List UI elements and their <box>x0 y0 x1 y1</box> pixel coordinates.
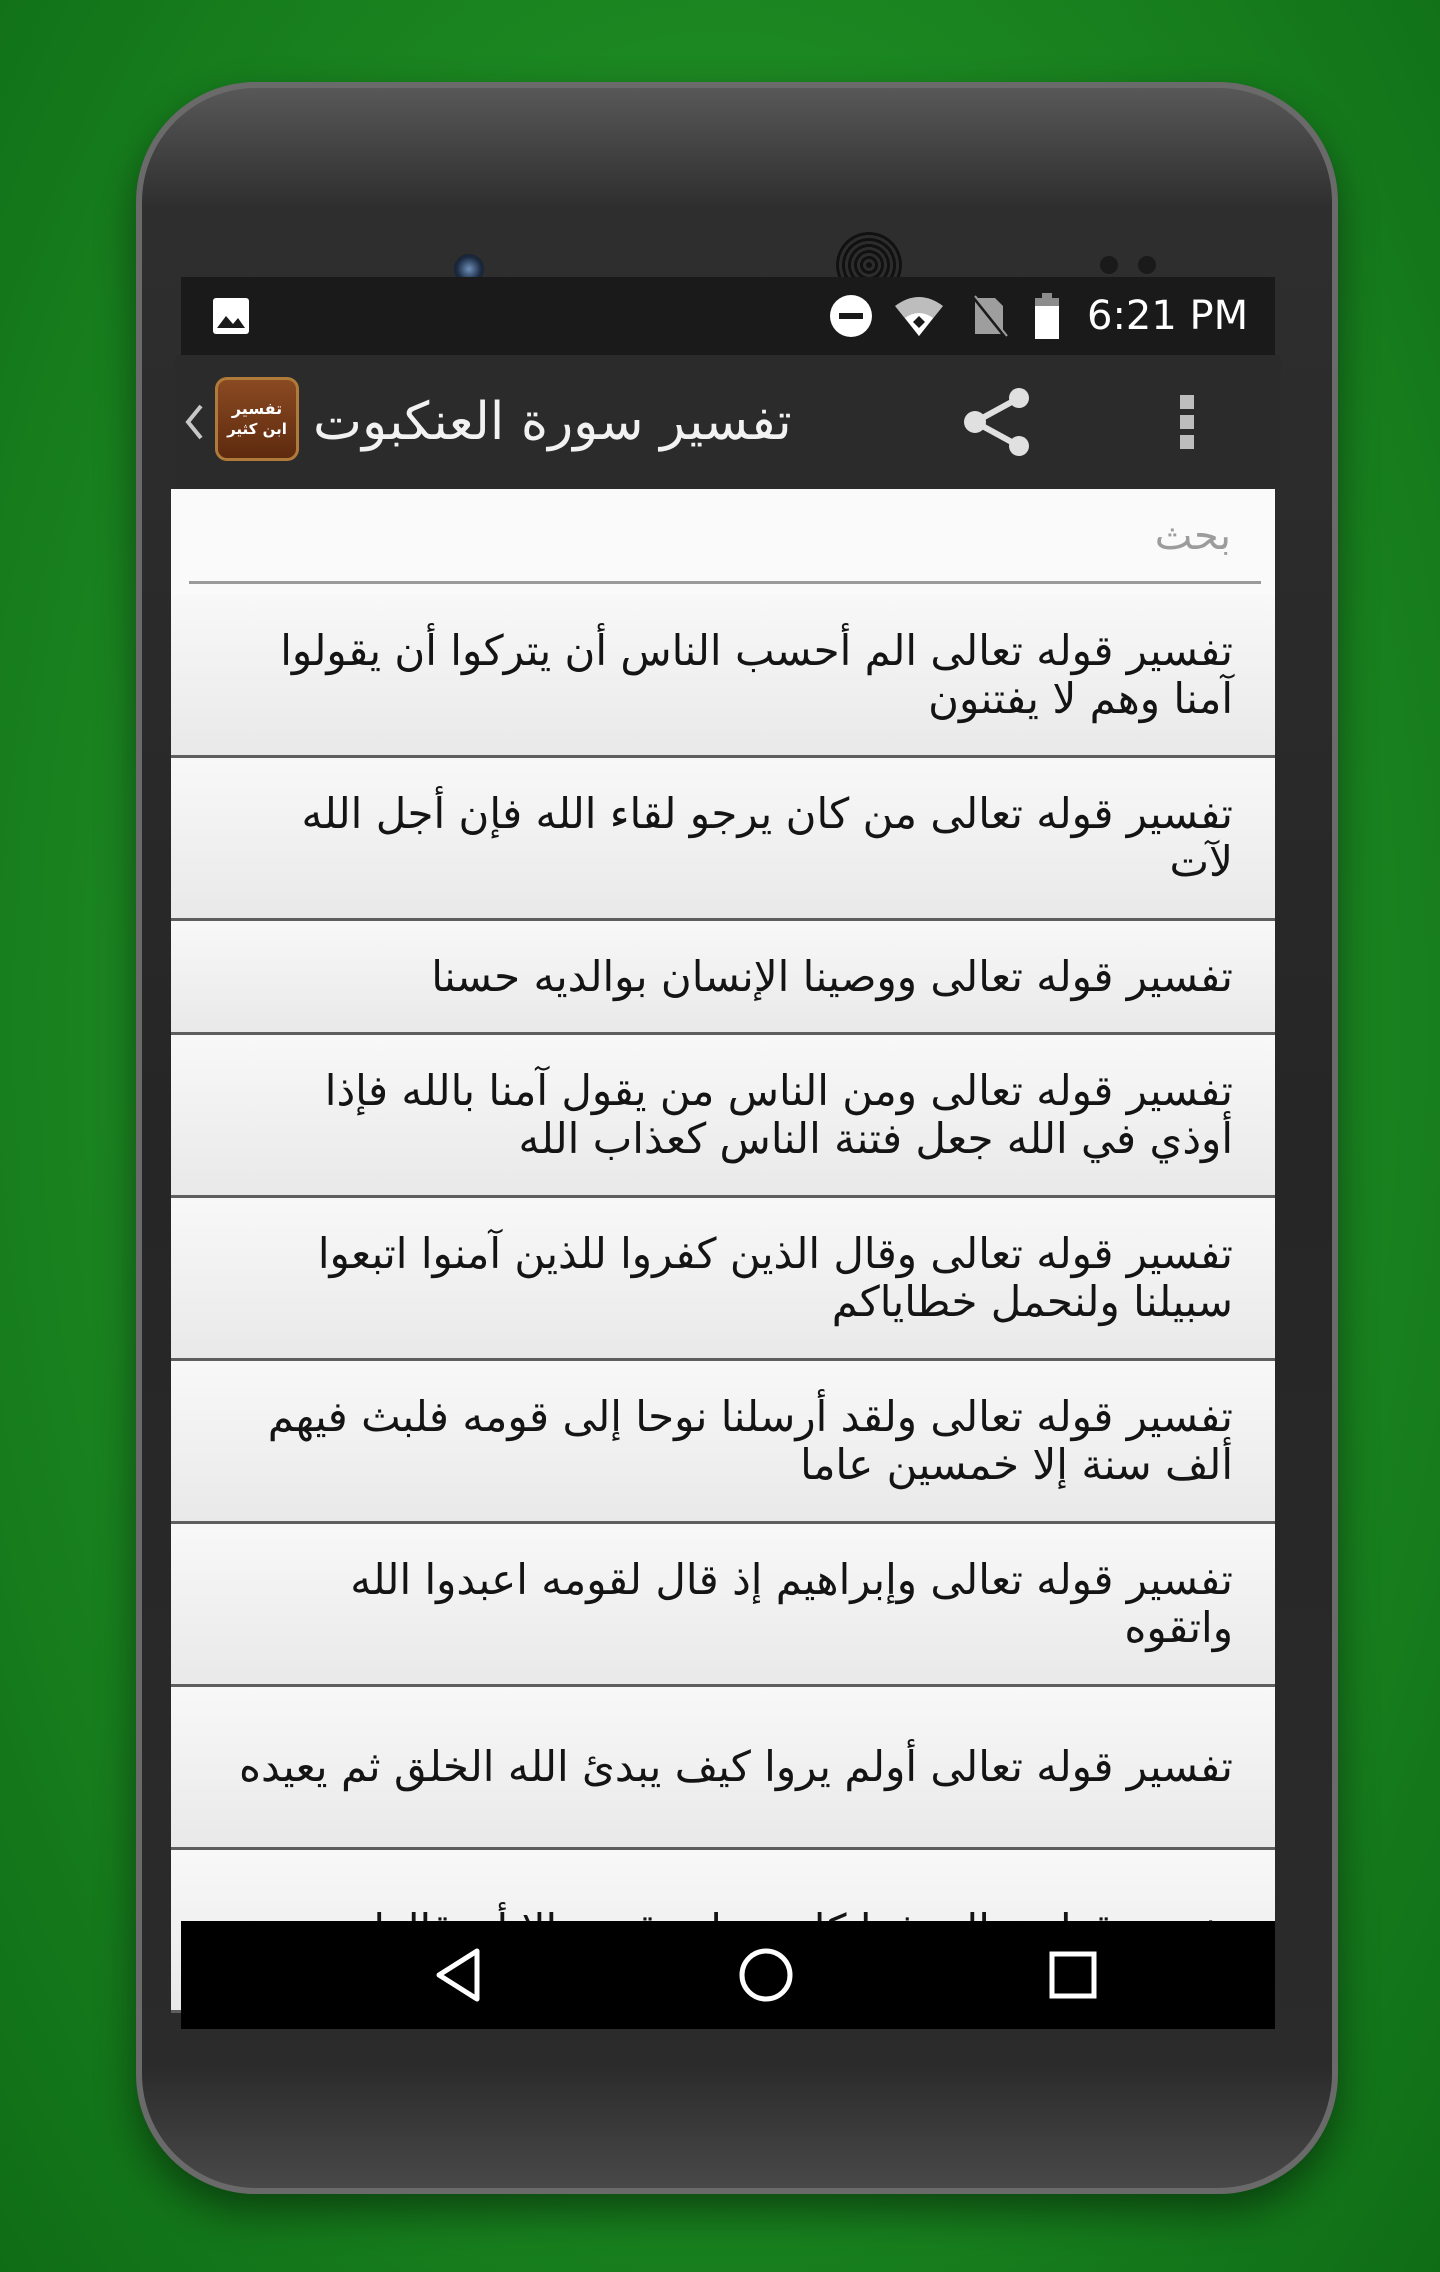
list-item[interactable] <box>171 758 1275 921</box>
overflow-menu-icon[interactable] <box>1167 385 1207 459</box>
list-item[interactable] <box>171 1687 1275 1850</box>
status-bar <box>181 277 1275 355</box>
image-icon <box>211 277 251 355</box>
proximity-sensor <box>1100 256 1118 274</box>
share-icon[interactable] <box>957 385 1037 459</box>
list-item-label: تفسير قوله تعالى ووصينا الإنسان بوالديه حسنا <box>431 951 1233 1001</box>
list-item[interactable] <box>171 1361 1275 1524</box>
page-title: تفسير سورة العنكبوت <box>313 392 792 452</box>
action-bar <box>175 355 1281 489</box>
screen <box>181 277 1275 2029</box>
wifi-icon <box>893 277 945 355</box>
back-chevron-icon[interactable] <box>183 397 209 447</box>
list-item-label: تفسير قوله تعالى وإبراهيم إذ قال لقومه اعبدوا الله واتقوه <box>350 1555 1233 1652</box>
recents-square-icon[interactable] <box>1033 1935 1113 2015</box>
list-item[interactable] <box>171 1198 1275 1361</box>
list-item-label: تفسير قوله تعالى ولقد أرسلنا نوحا إلى قومه فلبث فيهم ألف سنة إلا خمسين عاما <box>267 1392 1233 1489</box>
light-sensor <box>1138 256 1156 274</box>
app-logo[interactable] <box>215 377 299 461</box>
logo-line-1: تفسير <box>231 399 283 418</box>
list-item-label: تفسير قوله تعالى وقال الذين كفروا للذين آمنوا اتبعوا سبيلنا ولنحمل خطاياكم <box>317 1229 1233 1326</box>
list-item[interactable] <box>171 1524 1275 1687</box>
battery-icon <box>1033 277 1061 355</box>
list-item[interactable] <box>171 921 1275 1035</box>
no-sim-icon <box>971 277 1007 355</box>
main-content <box>171 489 1275 1921</box>
navigation-bar <box>181 1921 1275 2029</box>
search-input[interactable] <box>189 499 1233 573</box>
list-item-label: تفسير قوله تعالى من كان يرجو لقاء الله فإن أجل الله لآت <box>301 789 1233 886</box>
back-triangle-icon[interactable] <box>419 1935 499 2015</box>
list-item-label: تفسير قوله تعالى الم أحسب الناس أن يتركوا أن يقولوا آمنا وهم لا يفتنون <box>280 626 1233 723</box>
list-item[interactable] <box>171 1035 1275 1198</box>
do-not-disturb-icon <box>829 277 873 355</box>
list-item-label: تفسير قوله تعالى أولم يروا كيف يبدئ الله الخلق ثم يعيده <box>238 1742 1233 1791</box>
status-time: 6:21 PM <box>1087 293 1249 339</box>
list-item-label: تفسير قوله تعالى ومن الناس من يقول آمنا بالله فإذا أوذي في الله جعل فتنة الناس كعذاب الله <box>324 1066 1233 1163</box>
search-bar <box>189 489 1261 584</box>
home-circle-icon[interactable] <box>726 1935 806 2015</box>
list-item[interactable] <box>171 595 1275 758</box>
surah-tafsir-list <box>171 595 1275 2013</box>
logo-line-2: ابن كثير <box>227 420 287 438</box>
